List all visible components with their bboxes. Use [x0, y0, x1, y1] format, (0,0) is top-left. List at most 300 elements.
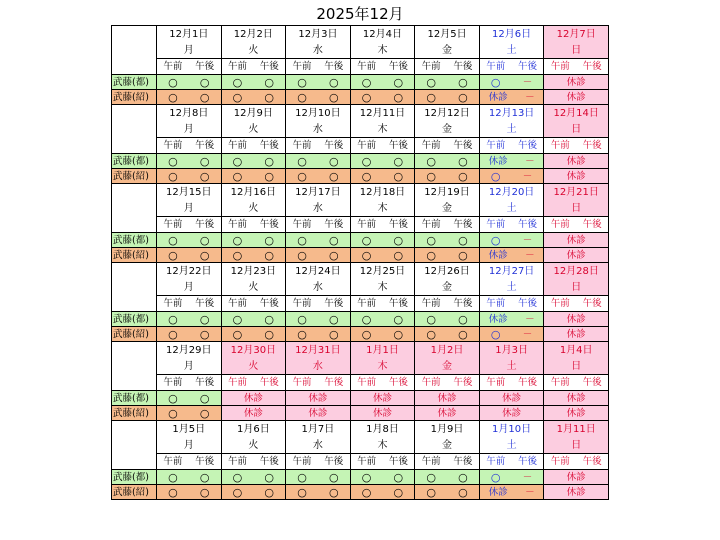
open-mark: ○	[458, 485, 468, 499]
schedule-cell	[221, 470, 286, 485]
day-of-week: 日	[544, 437, 609, 454]
am-label: 午前	[486, 297, 506, 309]
ampm-cell	[350, 375, 415, 391]
day-of-week: 火	[221, 200, 286, 217]
open-mark: ○	[199, 169, 210, 183]
slot-pair	[157, 155, 221, 168]
schedule-cell	[157, 154, 222, 169]
schedule-cell	[415, 248, 480, 263]
slot-pair	[415, 170, 479, 183]
am-label: 午前	[163, 455, 183, 467]
slot-pair	[157, 328, 221, 341]
schedule-cell	[286, 485, 351, 500]
ampm-pair	[415, 139, 479, 153]
slot-pair	[480, 471, 544, 484]
open-mark: ○	[232, 75, 243, 89]
open-mark: ○	[264, 470, 275, 484]
schedule-cell	[221, 312, 286, 327]
open-mark: ○	[361, 169, 372, 183]
day-of-week: 月	[157, 200, 222, 217]
open-mark: ○	[490, 327, 501, 341]
schedule-cell	[479, 75, 544, 90]
am-label: 午前	[163, 60, 183, 72]
schedule-cell	[286, 470, 351, 485]
open-mark: ○	[264, 75, 275, 89]
open-mark: ○	[264, 169, 275, 183]
closed-mark: 休診	[502, 407, 522, 419]
schedule-cell	[157, 169, 222, 184]
schedule-cell	[415, 327, 480, 342]
pm-label: 午後	[582, 455, 602, 467]
open-mark: ○	[168, 90, 178, 104]
day-date: 12月4日	[350, 26, 415, 43]
day-of-week: 土	[479, 121, 544, 138]
open-mark: ○	[393, 312, 404, 326]
pm-label: 午後	[259, 139, 279, 151]
ampm-pair	[544, 139, 608, 153]
pm-label: 午後	[517, 455, 537, 467]
ampm-cell	[221, 59, 286, 75]
slot-pair	[415, 234, 479, 247]
closed-mark: 休診	[566, 234, 586, 246]
open-mark: ○	[393, 248, 404, 262]
open-mark: ○	[328, 75, 339, 89]
schedule-cell	[415, 75, 480, 90]
ampm-cell	[221, 454, 286, 470]
schedule-cell	[415, 470, 480, 485]
schedule-cell	[157, 406, 222, 421]
schedule-cell	[415, 485, 480, 500]
schedule-cell	[544, 75, 609, 90]
closed-mark: 休診	[372, 392, 392, 404]
week-date-row	[112, 184, 609, 201]
slot-pair	[415, 155, 479, 168]
patient-label: 武藤(紹)	[112, 169, 157, 184]
pm-label: 午後	[517, 297, 537, 309]
slot-pair	[351, 91, 415, 104]
open-mark: ○	[264, 327, 275, 341]
none-mark: －	[522, 328, 533, 340]
day-of-week: 水	[286, 200, 351, 217]
slot-pair	[351, 170, 415, 183]
open-mark: ○	[361, 485, 372, 499]
day-date: 1月9日	[415, 421, 480, 438]
ampm-pair	[415, 297, 479, 311]
closed-mark: 休診	[437, 407, 457, 419]
pm-label: 午後	[388, 297, 408, 309]
day-date: 12月13日	[479, 105, 544, 122]
am-label: 午前	[227, 60, 247, 72]
slot-pair	[222, 486, 286, 499]
day-date: 1月2日	[415, 342, 480, 359]
day-of-week: 金	[415, 200, 480, 217]
closed-mark: 休診	[566, 392, 586, 404]
closed-mark: 休診	[308, 392, 328, 404]
open-mark: ○	[361, 154, 372, 168]
slot-pair	[544, 313, 608, 326]
day-date: 12月16日	[221, 184, 286, 201]
slot-pair	[351, 407, 415, 420]
open-mark: ○	[297, 154, 307, 168]
pm-label: 午後	[453, 139, 473, 151]
slot-pair	[286, 486, 350, 499]
slot-pair	[351, 471, 415, 484]
closed-mark: 休診	[488, 313, 508, 325]
open-mark: ○	[168, 485, 178, 499]
closed-mark: 休診	[437, 392, 457, 404]
slot-pair	[415, 76, 479, 89]
am-label: 午前	[357, 60, 377, 72]
ampm-pair	[415, 376, 479, 390]
ampm-pair	[157, 455, 221, 469]
am-label: 午前	[163, 139, 183, 151]
schedule-cell	[286, 169, 351, 184]
none-mark: －	[522, 76, 533, 88]
label-blank-cell	[112, 263, 157, 312]
schedule-cell	[157, 75, 222, 90]
schedule-cell	[350, 248, 415, 263]
day-of-week: 火	[221, 437, 286, 454]
none-mark: －	[525, 313, 535, 325]
open-mark: ○	[232, 485, 243, 499]
ampm-pair	[222, 218, 286, 232]
open-mark: ○	[297, 75, 307, 89]
open-mark: ○	[232, 312, 243, 326]
schedule-cell	[221, 154, 286, 169]
am-label: 午前	[486, 376, 506, 388]
open-mark: ○	[328, 327, 339, 341]
ampm-pair	[415, 455, 479, 469]
week-dow-row	[112, 279, 609, 296]
slot-pair	[157, 313, 221, 326]
closed-mark: 休診	[566, 155, 586, 167]
ampm-pair	[480, 218, 544, 232]
open-mark: ○	[328, 169, 339, 183]
open-mark: ○	[168, 75, 178, 89]
ampm-cell	[544, 454, 609, 470]
open-mark: ○	[199, 470, 210, 484]
ampm-cell	[479, 59, 544, 75]
schedule-cell	[286, 327, 351, 342]
ampm-cell	[544, 217, 609, 233]
open-mark: ○	[168, 391, 178, 405]
day-of-week: 水	[286, 437, 351, 454]
ampm-cell	[544, 375, 609, 391]
ampm-cell	[415, 217, 480, 233]
ampm-pair	[351, 297, 415, 311]
slot-pair	[286, 471, 350, 484]
open-mark: ○	[297, 485, 307, 499]
slot-pair	[351, 486, 415, 499]
none-mark: －	[522, 170, 533, 182]
day-date: 12月22日	[157, 263, 222, 280]
slot-pair	[480, 392, 544, 405]
closed-mark: 休診	[488, 91, 508, 103]
day-of-week: 月	[157, 437, 222, 454]
ampm-cell	[286, 375, 351, 391]
slot-pair	[480, 313, 544, 326]
closed-mark: 休診	[566, 313, 586, 325]
schedule-cell	[350, 312, 415, 327]
open-mark: ○	[232, 248, 243, 262]
day-of-week: 月	[157, 279, 222, 296]
am-label: 午前	[163, 376, 183, 388]
open-mark: ○	[426, 485, 436, 499]
am-label: 午前	[163, 218, 183, 230]
slot-pair	[544, 249, 608, 262]
schedule-cell	[479, 154, 544, 169]
ampm-pair	[222, 60, 286, 74]
ampm-cell	[157, 217, 222, 233]
week-ampm-row	[112, 454, 609, 470]
day-date: 12月3日	[286, 26, 351, 43]
open-mark: ○	[393, 485, 404, 499]
day-date: 12月26日	[415, 263, 480, 280]
open-mark: ○	[426, 248, 436, 262]
ampm-cell	[350, 138, 415, 154]
schedule-cell	[415, 312, 480, 327]
open-mark: ○	[328, 248, 339, 262]
ampm-cell	[415, 59, 480, 75]
ampm-cell	[221, 138, 286, 154]
ampm-cell	[479, 375, 544, 391]
schedule-cell	[157, 248, 222, 263]
ampm-cell	[221, 375, 286, 391]
pm-label: 午後	[324, 455, 344, 467]
open-mark: ○	[232, 233, 243, 247]
am-label: 午前	[357, 139, 377, 151]
slot-pair	[286, 234, 350, 247]
pm-label: 午後	[388, 218, 408, 230]
slot-pair	[544, 170, 608, 183]
open-mark: ○	[393, 154, 404, 168]
slot-pair	[480, 486, 544, 499]
week-ampm-row	[112, 217, 609, 233]
ampm-pair	[544, 297, 608, 311]
pm-label: 午後	[388, 376, 408, 388]
pm-label: 午後	[517, 60, 537, 72]
day-date: 12月10日	[286, 105, 351, 122]
pm-label: 午後	[453, 60, 473, 72]
week-ampm-row	[112, 375, 609, 391]
day-of-week: 木	[350, 358, 415, 375]
slot-pair	[157, 486, 221, 499]
slot-pair	[222, 392, 286, 405]
ampm-cell	[157, 454, 222, 470]
ampm-cell	[544, 296, 609, 312]
ampm-pair	[222, 297, 286, 311]
open-mark: ○	[168, 169, 178, 183]
slot-pair	[286, 407, 350, 420]
open-mark: ○	[264, 312, 275, 326]
open-mark: ○	[232, 154, 243, 168]
closed-mark: 休診	[566, 486, 586, 498]
slot-pair	[222, 155, 286, 168]
schedule-cell	[221, 391, 286, 406]
day-date: 12月11日	[350, 105, 415, 122]
ampm-pair	[286, 455, 350, 469]
open-mark: ○	[297, 169, 307, 183]
slot-pair	[480, 91, 544, 104]
ampm-cell	[286, 296, 351, 312]
patient-row	[112, 470, 609, 485]
open-mark: ○	[426, 470, 436, 484]
day-of-week: 月	[157, 42, 222, 59]
schedule-cell	[544, 312, 609, 327]
pm-label: 午後	[324, 218, 344, 230]
ampm-cell	[479, 296, 544, 312]
open-mark: ○	[393, 233, 404, 247]
open-mark: ○	[297, 312, 307, 326]
week-date-row	[112, 263, 609, 280]
closed-mark: 休診	[488, 249, 508, 261]
day-of-week: 水	[286, 358, 351, 375]
day-of-week: 火	[221, 121, 286, 138]
ampm-pair	[286, 60, 350, 74]
patient-label: 武藤(紹)	[112, 327, 157, 342]
pm-label: 午後	[453, 376, 473, 388]
pm-label: 午後	[195, 60, 215, 72]
day-of-week: 土	[479, 200, 544, 217]
slot-pair	[544, 234, 608, 247]
open-mark: ○	[328, 470, 339, 484]
day-date: 12月18日	[350, 184, 415, 201]
open-mark: ○	[199, 90, 210, 104]
closed-mark: 休診	[243, 407, 263, 419]
slot-pair	[222, 170, 286, 183]
schedule-cell	[157, 312, 222, 327]
schedule-cell	[157, 470, 222, 485]
day-date: 12月1日	[157, 26, 222, 43]
slot-pair	[157, 234, 221, 247]
open-mark: ○	[426, 233, 436, 247]
day-date: 12月7日	[544, 26, 609, 43]
ampm-pair	[157, 376, 221, 390]
ampm-pair	[351, 139, 415, 153]
ampm-cell	[415, 296, 480, 312]
slot-pair	[286, 155, 350, 168]
day-date: 12月24日	[286, 263, 351, 280]
week-ampm-row	[112, 138, 609, 154]
open-mark: ○	[393, 90, 404, 104]
pm-label: 午後	[324, 60, 344, 72]
ampm-pair	[480, 139, 544, 153]
patient-row	[112, 391, 609, 406]
schedule-cell	[350, 485, 415, 500]
open-mark: ○	[232, 90, 243, 104]
open-mark: ○	[426, 169, 436, 183]
day-of-week: 月	[157, 121, 222, 138]
day-date: 1月4日	[544, 342, 609, 359]
open-mark: ○	[264, 233, 275, 247]
pm-label: 午後	[388, 139, 408, 151]
open-mark: ○	[297, 470, 307, 484]
pm-label: 午後	[453, 455, 473, 467]
am-label: 午前	[421, 60, 441, 72]
day-of-week: 金	[415, 279, 480, 296]
closed-mark: 休診	[566, 170, 586, 182]
am-label: 午前	[550, 139, 570, 151]
day-date: 1月8日	[350, 421, 415, 438]
ampm-cell	[479, 454, 544, 470]
slot-pair	[286, 392, 350, 405]
open-mark: ○	[490, 169, 501, 183]
ampm-cell	[221, 296, 286, 312]
day-of-week: 水	[286, 42, 351, 59]
pm-label: 午後	[195, 139, 215, 151]
open-mark: ○	[328, 154, 339, 168]
day-date: 12月5日	[415, 26, 480, 43]
open-mark: ○	[361, 233, 372, 247]
closed-mark: 休診	[566, 76, 586, 88]
day-of-week: 木	[350, 200, 415, 217]
open-mark: ○	[328, 233, 339, 247]
open-mark: ○	[393, 327, 404, 341]
schedule-cell	[221, 169, 286, 184]
slot-pair	[157, 170, 221, 183]
slot-pair	[222, 313, 286, 326]
slot-pair	[286, 91, 350, 104]
ampm-pair	[286, 297, 350, 311]
open-mark: ○	[232, 327, 243, 341]
open-mark: ○	[168, 233, 178, 247]
ampm-pair	[351, 60, 415, 74]
patient-label: 武藤(紹)	[112, 406, 157, 421]
schedule-cell	[157, 327, 222, 342]
day-of-week: 木	[350, 121, 415, 138]
ampm-cell	[286, 138, 351, 154]
ampm-cell	[157, 138, 222, 154]
open-mark: ○	[199, 75, 210, 89]
week-date-row	[112, 421, 609, 438]
am-label: 午前	[357, 376, 377, 388]
slot-pair	[351, 234, 415, 247]
slot-pair	[222, 407, 286, 420]
patient-label: 武藤(都)	[112, 75, 157, 90]
open-mark: ○	[264, 90, 275, 104]
pm-label: 午後	[582, 376, 602, 388]
ampm-cell	[350, 296, 415, 312]
schedule-cell	[544, 248, 609, 263]
week-date-row	[112, 105, 609, 122]
am-label: 午前	[421, 455, 441, 467]
ampm-cell	[350, 217, 415, 233]
ampm-pair	[286, 218, 350, 232]
open-mark: ○	[168, 470, 178, 484]
patient-row	[112, 233, 609, 248]
am-label: 午前	[292, 139, 312, 151]
day-of-week: 土	[479, 279, 544, 296]
closed-mark: 休診	[243, 392, 263, 404]
open-mark: ○	[199, 154, 210, 168]
week-ampm-row	[112, 296, 609, 312]
label-blank-cell	[112, 184, 157, 233]
day-date: 12月23日	[221, 263, 286, 280]
day-of-week: 金	[415, 358, 480, 375]
pm-label: 午後	[195, 297, 215, 309]
pm-label: 午後	[324, 139, 344, 151]
day-date: 12月19日	[415, 184, 480, 201]
ampm-cell	[479, 138, 544, 154]
am-label: 午前	[421, 139, 441, 151]
am-label: 午前	[550, 60, 570, 72]
ampm-cell	[157, 296, 222, 312]
schedule-cell	[544, 406, 609, 421]
week-ampm-row	[112, 59, 609, 75]
day-date: 12月25日	[350, 263, 415, 280]
ampm-pair	[222, 139, 286, 153]
am-label: 午前	[163, 297, 183, 309]
